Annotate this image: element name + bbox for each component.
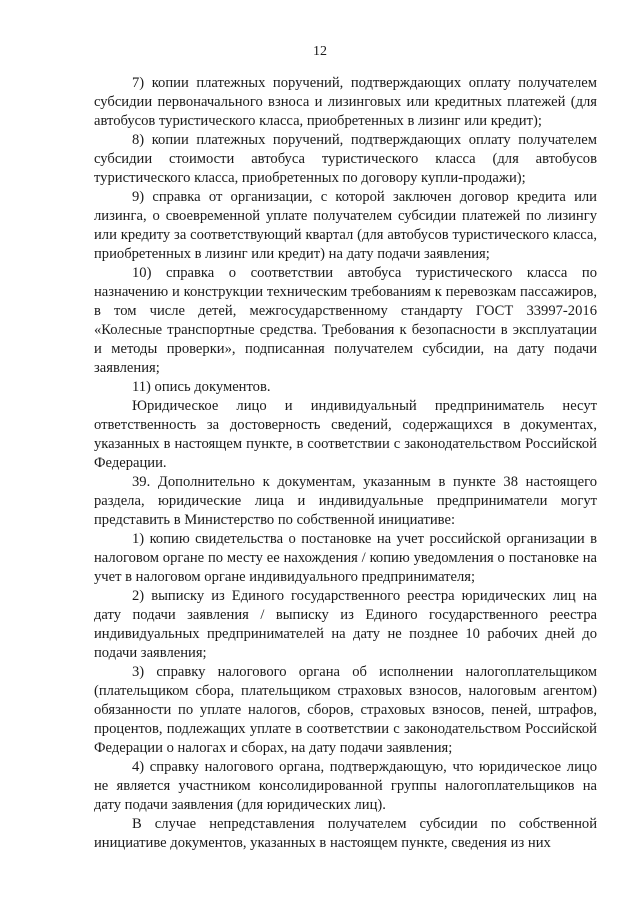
paragraph-section-39: 39. Дополнительно к документам, указанным в пункте 38 настоящего раздела, юридические лица и индивидуальные предприниматели могут представить в Министерство по собственной инициативе:: [94, 474, 597, 528]
paragraph-item-11: 11) опись документов.: [132, 379, 271, 395]
paragraph-39-item-1: 1) копию свидетельства о постановке на учет российской организации в налоговом органе по месту ее нахождения / копию уведомления о постановке на учет в налоговом органе индивидуального предпринимателя;: [94, 531, 597, 585]
paragraph-39-item-2: 2) выписку из Единого государственного реестра юридических лиц на дату подачи заявления / выписку из Единого государственного реестра индивидуальных предпринимателей на дату не позднее 10 рабочих дней до подачи заявления;: [94, 588, 597, 661]
paragraph-nonsubmission: В случае непредставления получателем субсидии по собственной инициативе документов, указанных в настоящем пункте, сведения из них: [94, 816, 597, 851]
paragraph-item-7: 7) копии платежных поручений, подтверждающих оплату получателем субсидии первоначального взноса и лизинговых или кредитных платежей (для автобусов туристического класса, приобретенных в лизинг или кредит);: [94, 75, 597, 129]
paragraph-item-9: 9) справка от организации, с которой заключен договор кредита или лизинга, о своевременной уплате получателем субсидии платежей по лизингу или кредиту за соответствующий квартал (для автобусов туристического класса, приобретенных в лизинг или кредит) на дату подачи заявления;: [94, 189, 597, 262]
document-body: [94, 74, 597, 853]
paragraph-39-item-4: 4) справку налогового органа, подтверждающую, что юридическое лицо не является участником консолидированной группы налогоплательщиков на дату подачи заявления (для юридических лиц).: [94, 759, 597, 813]
page-number: 12: [313, 44, 327, 59]
paragraph-item-10: 10) справка о соответствии автобуса туристического класса по назначению и конструкции техническим требованиям к перевозкам пассажиров, в том числе детей, межгосударственному стандарту ГОСТ 33997-2016 «Колесные транспортные средства. Требования к безопасности в эксплуатации и методы проверки», подписанная получателем субсидии, на дату подачи заявления;: [94, 265, 597, 376]
paragraph-responsibility: Юридическое лицо и индивидуальный предприниматель несут ответственность за достоверность сведений, содержащихся в документах, указанных в настоящем пункте, в соответствии с законодательством Российской Федерации.: [94, 398, 597, 471]
paragraph-item-8: 8) копии платежных поручений, подтверждающих оплату получателем субсидии стоимости автобуса туристического класса (для автобусов туристического класса, приобретенных по договору купли-продажи);: [94, 132, 597, 186]
paragraph-39-item-3: 3) справку налогового органа об исполнении налогоплательщиком (плательщиком сбора, плательщиком страховых взносов, налоговым агентом) обязанности по уплате налогов, сборов, страховых взносов, пеней, штрафов, процентов, подлежащих уплате в соответствии с законодательством Российской Федерации о налогах и сборах, на дату подачи заявления;: [94, 664, 597, 756]
